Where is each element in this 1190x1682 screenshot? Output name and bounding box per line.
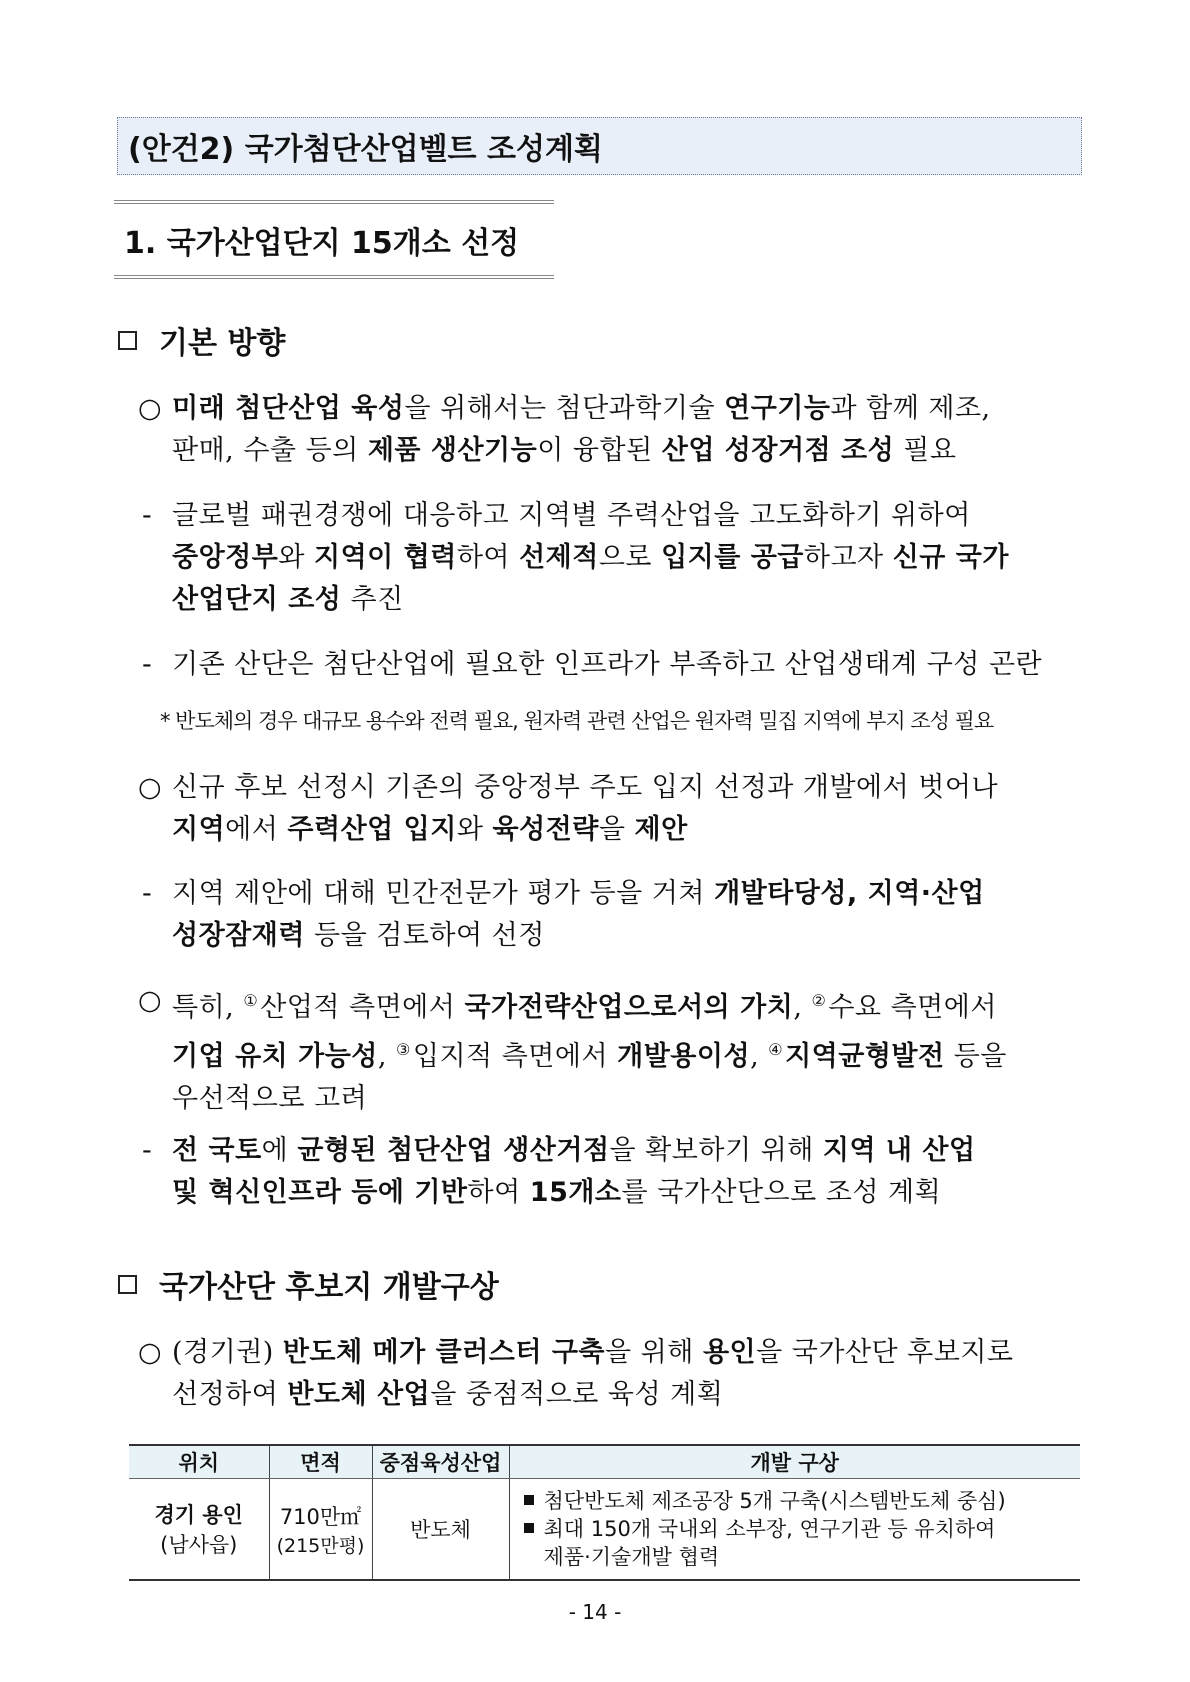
plan-item: 최대 150개 국내외 소부장, 연구기관 등 유치하여 (524, 1515, 1080, 1543)
circle-bullet-icon: ○ (138, 985, 163, 1016)
cell-area: 710만㎡ (215만평) (269, 1479, 372, 1581)
paragraph-6: ○ 특히, ①산업적 측면에서 국가전략산업으로서의 가치, ②수요 측면에서 기업 유치 가능성, ③입지적 측면에서 개발용이성, ④지역균형발전 등을 우선적으로 고려 (172, 980, 1082, 1120)
cell-location: 경기 용인 (남사읍) (129, 1479, 269, 1581)
circle-bullet-icon: ○ (138, 1337, 163, 1368)
page-number: - 14 - (568, 1600, 622, 1624)
section-bottom-rule (114, 275, 554, 279)
paragraph-3: - 기존 산단은 첨단산업에 필요한 인프라가 부족하고 산업생태계 구성 곤란 (172, 644, 1082, 686)
table-header-row (129, 1445, 1080, 1479)
header-area: 면적 (269, 1445, 372, 1479)
square-bullet-icon (524, 1495, 534, 1505)
circle-bullet-icon: ○ (138, 772, 163, 803)
circle-bullet-icon: ○ (138, 393, 163, 424)
header-industry: 중점육성산업 (372, 1445, 509, 1479)
plan-item-continued: 제품·기술개발 협력 (543, 1545, 720, 1569)
paragraph-8: ○ (경기권) 반도체 메가 클러스터 구축을 위해 용인을 국가산단 후보지로 선정하여 반도체 산업을 중점적으로 육성 계획 (172, 1332, 1082, 1416)
heading-development-plan: 국가산단 후보지 개발구상 (118, 1262, 499, 1306)
paragraph-2: - 글로벌 패권경쟁에 대응하고 지역별 주력산업을 고도화하기 위하여 중앙정부와 지역이 협력하여 선제적으로 입지를 공급하고자 신규 국가 산업단지 조성 추진 (172, 495, 1082, 621)
checkbox-icon (118, 331, 137, 350)
dash-bullet-icon: - (142, 1135, 153, 1166)
document-title: (안건2) 국가첨단산업벨트 조성계획 (117, 117, 1082, 175)
dash-bullet-icon: - (142, 500, 153, 531)
header-location: 위치 (129, 1445, 269, 1479)
paragraph-1: ○ 미래 첨단산업 육성을 위해서는 첨단과학기술 연구기능과 함께 제조, 판매, 수출 등의 제품 생산기능이 융합된 산업 성장거점 조성 필요 (172, 388, 1082, 472)
dash-bullet-icon: - (142, 649, 153, 680)
paragraph-5: - 지역 제안에 대해 민간전문가 평가 등을 거쳐 개발타당성, 지역·산업 성장잠재력 등을 검토하여 선정 (172, 873, 1082, 957)
header-plan: 개발 구상 (509, 1445, 1080, 1479)
cell-industry: 반도체 (372, 1479, 509, 1581)
footnote: * 반도체의 경우 대규모 용수와 전력 필요, 원자력 관련 산업은 원자력 밀집 지역에 부지 조성 필요 (160, 709, 994, 733)
development-table (129, 1444, 1080, 1581)
cell-plan (509, 1479, 1080, 1581)
section-title: 1. 국가산업단지 15개소 선정 (124, 226, 520, 261)
section-top-rule (114, 200, 554, 204)
checkbox-icon (118, 1275, 137, 1294)
heading-basic-direction: 기본 방향 (118, 318, 285, 362)
table-row (129, 1479, 1080, 1581)
dash-bullet-icon: - (142, 878, 153, 909)
paragraph-7: - 전 국토에 균형된 첨단산업 생산거점을 확보하기 위해 지역 내 산업 및 혁신인프라 등에 기반하여 15개소를 국가산단으로 조성 계획 (172, 1130, 1082, 1214)
paragraph-4: ○ 신규 후보 선정시 기존의 중앙정부 주도 입지 선정과 개발에서 벗어나 지역에서 주력산업 입지와 육성전략을 제안 (172, 767, 1082, 851)
plan-item: 첨단반도체 제조공장 5개 구축(시스템반도체 중심) (524, 1487, 1080, 1515)
square-bullet-icon (524, 1523, 534, 1533)
